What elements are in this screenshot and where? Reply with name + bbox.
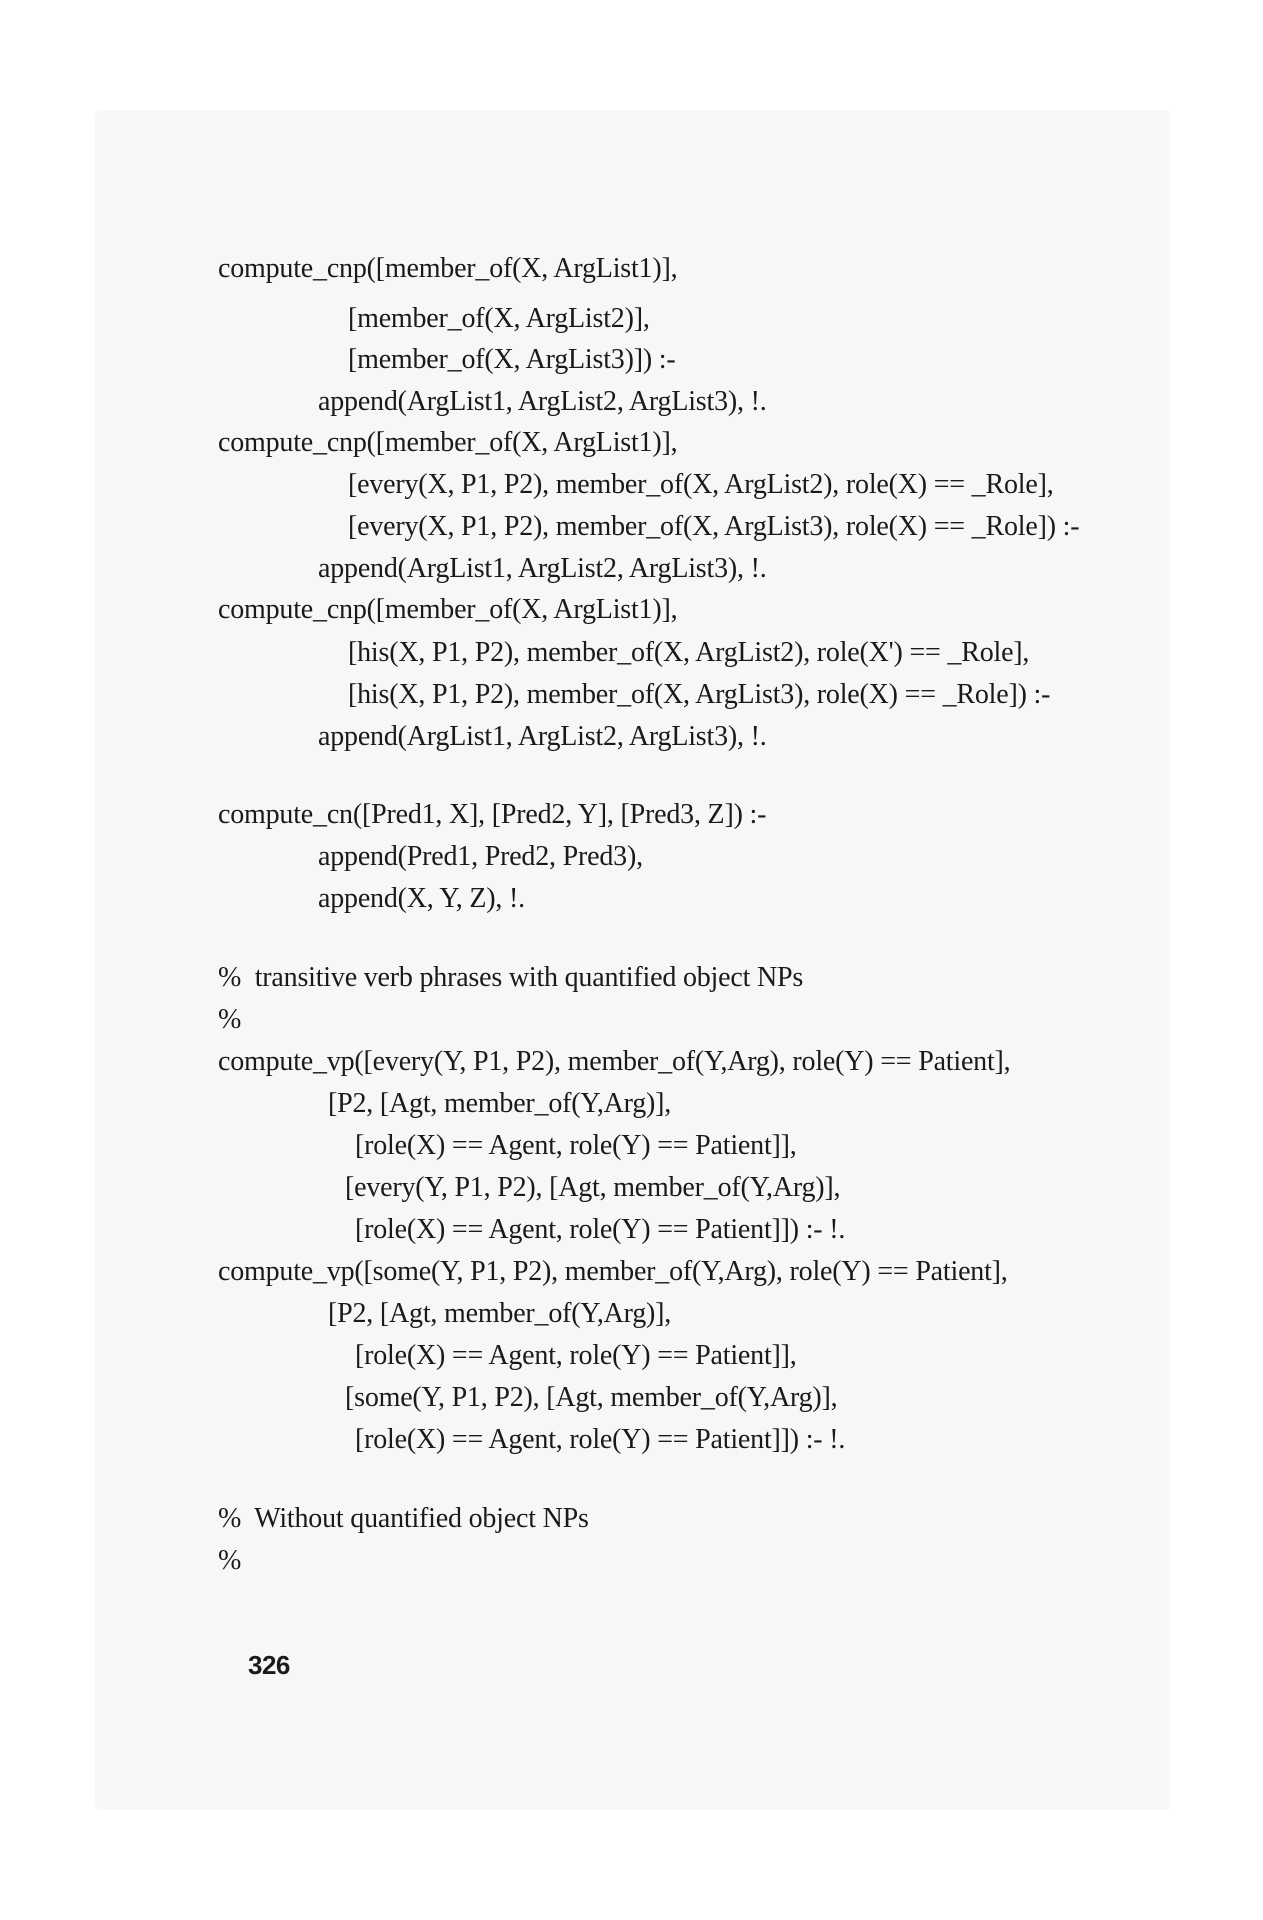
code-line: append(Pred1, Pred2, Pred3),: [318, 841, 643, 872]
code-line: [every(X, P1, P2), member_of(X, ArgList3), role(X) == _Role]) :-: [348, 511, 1080, 542]
code-line: append(X, Y, Z), !.: [318, 883, 525, 914]
code-line: compute_cnp([member_of(X, ArgList1)],: [218, 594, 678, 625]
code-line: [role(X) == Agent, role(Y) == Patient]]) :- !.: [355, 1424, 846, 1455]
code-line: [some(Y, P1, P2), [Agt, member_of(Y,Arg)],: [345, 1382, 838, 1413]
comment-line: % Without quantified object NPs: [218, 1503, 589, 1534]
code-line: [role(X) == Agent, role(Y) == Patient]]) :- !.: [355, 1214, 846, 1245]
code-line: append(ArgList1, ArgList2, ArgList3), !.: [318, 386, 767, 417]
code-line: compute_vp([some(Y, P1, P2), member_of(Y,Arg), role(Y) == Patient],: [218, 1256, 1008, 1287]
code-line: compute_cn([Pred1, X], [Pred2, Y], [Pred3, Z]) :-: [218, 799, 767, 830]
comment-line: % transitive verb phrases with quantified object NPs: [218, 962, 804, 993]
code-line: append(ArgList1, ArgList2, ArgList3), !.: [318, 721, 767, 752]
code-line: append(ArgList1, ArgList2, ArgList3), !.: [318, 553, 767, 584]
comment-line: %: [218, 1004, 242, 1035]
page-number: 326: [248, 1650, 290, 1680]
code-line: [role(X) == Agent, role(Y) == Patient]],: [355, 1340, 797, 1371]
code-line: [his(X, P1, P2), member_of(X, ArgList3), role(X) == _Role]) :-: [348, 679, 1051, 710]
code-line: [P2, [Agt, member_of(Y,Arg)],: [328, 1298, 672, 1329]
code-line: [member_of(X, ArgList3)]) :-: [348, 344, 676, 375]
comment-line: %: [218, 1545, 242, 1576]
code-line: [his(X, P1, P2), member_of(X, ArgList2), role(X') == _Role],: [348, 637, 1030, 668]
code-line: [P2, [Agt, member_of(Y,Arg)],: [328, 1088, 672, 1119]
code-line: [every(Y, P1, P2), [Agt, member_of(Y,Arg)],: [345, 1172, 841, 1203]
code-line: compute_cnp([member_of(X, ArgList1)],: [218, 253, 678, 284]
code-line: [role(X) == Agent, role(Y) == Patient]],: [355, 1130, 797, 1161]
code-line: [every(X, P1, P2), member_of(X, ArgList2), role(X) == _Role],: [348, 469, 1054, 500]
code-line: compute_vp([every(Y, P1, P2), member_of(Y,Arg), role(Y) == Patient],: [218, 1046, 1011, 1077]
code-line: compute_cnp([member_of(X, ArgList1)],: [218, 427, 678, 458]
code-line: [member_of(X, ArgList2)],: [348, 303, 650, 334]
